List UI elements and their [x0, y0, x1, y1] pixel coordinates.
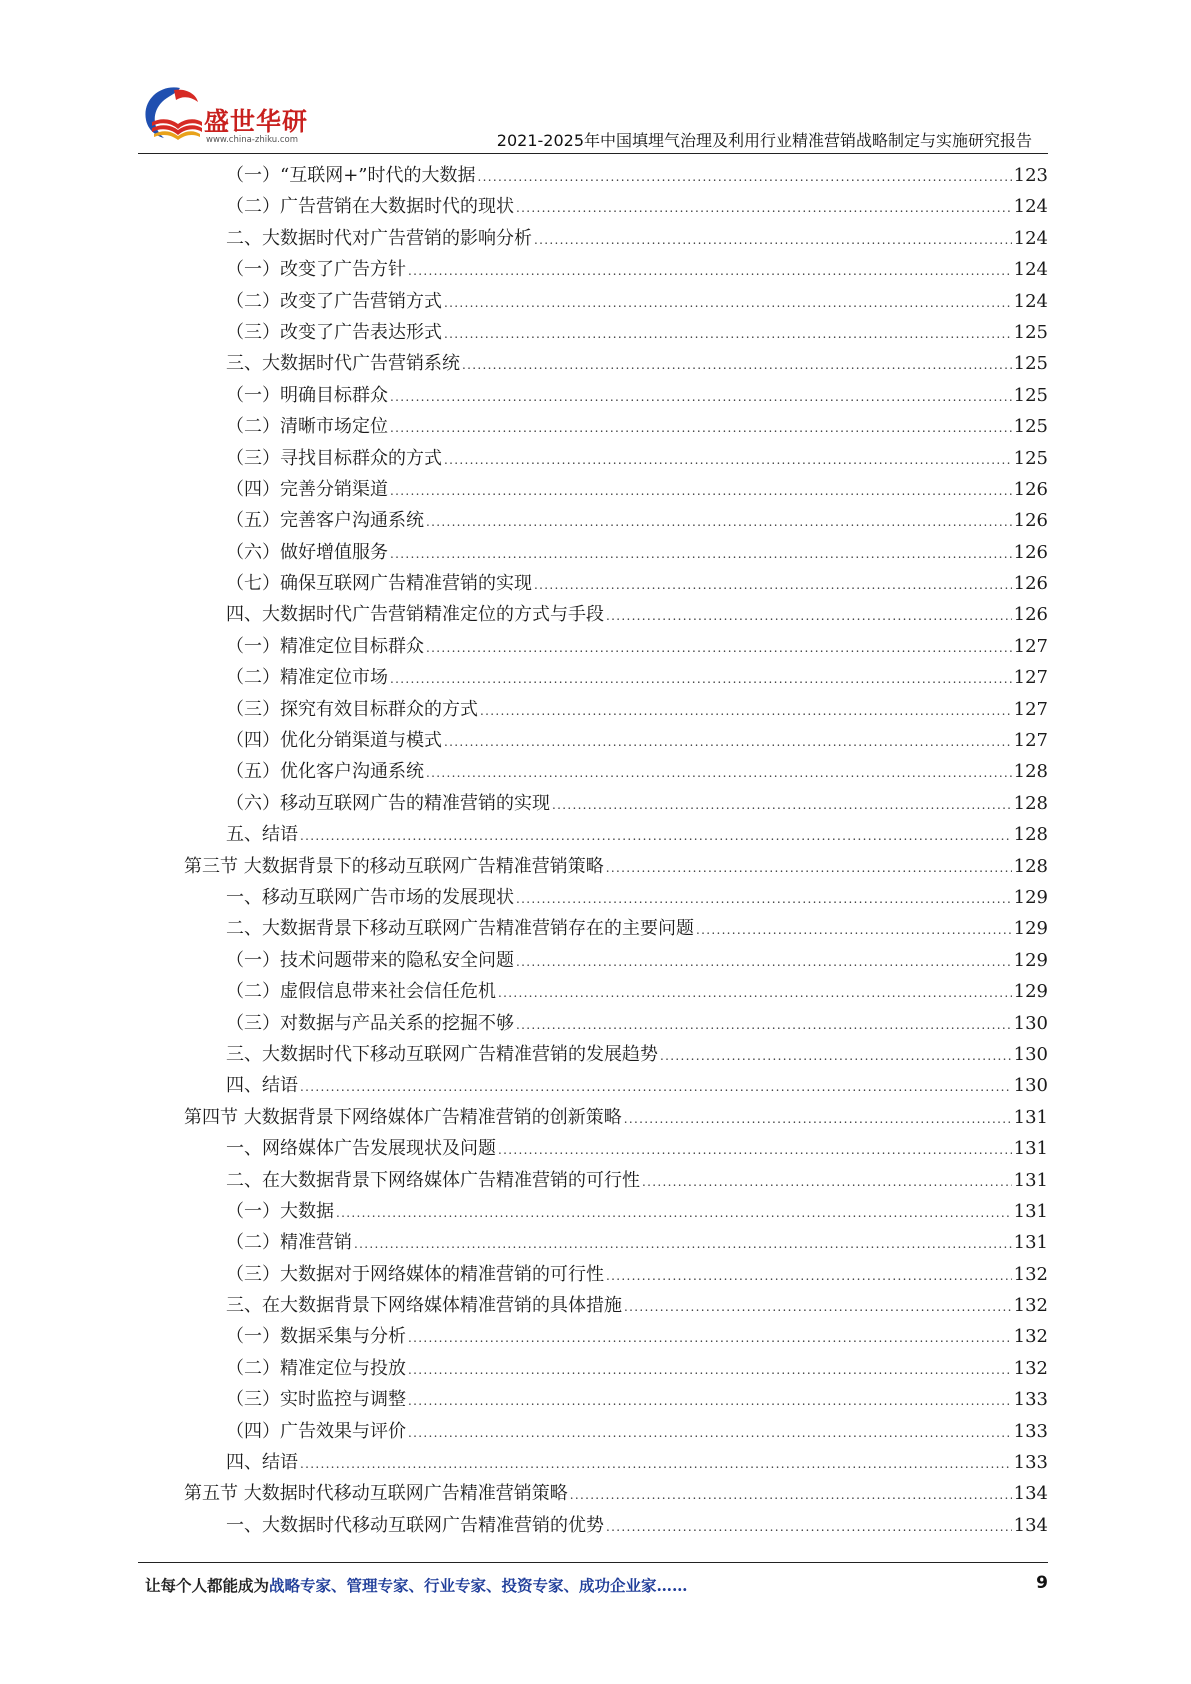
toc-entry-page: 123 [1013, 165, 1048, 186]
toc-entry-title: （一）数据采集与分析 [226, 1326, 406, 1348]
toc-entry[interactable] [184, 254, 1048, 285]
toc-entry-title: 三、大数据时代下移动互联网广告精准营销的发展趋势 [226, 1043, 658, 1065]
toc-entry-title: （四）完善分销渠道 [226, 478, 388, 500]
toc-dot-leader [570, 1480, 1012, 1511]
toc-dot-leader [408, 256, 1012, 287]
toc-entry-title: （二）精准定位市场 [226, 667, 388, 689]
toc-entry-page: 129 [1013, 981, 1048, 1003]
toc-dot-leader [408, 1418, 1012, 1449]
toc-entry-page: 131 [1013, 1232, 1048, 1254]
toc-entry-page: 127 [1013, 635, 1048, 657]
toc-entry-title: （二）精准定位与投放 [226, 1357, 406, 1379]
toc-entry[interactable] [184, 1478, 1048, 1509]
logo-name: 盛世华研 [204, 107, 309, 136]
toc-entry[interactable] [184, 1008, 1048, 1039]
toc-entry-page: 130 [1013, 1012, 1048, 1034]
toc-dot-leader [478, 162, 1012, 193]
toc-entry-title: （二）虚假信息带来社会信任危机 [226, 981, 496, 1003]
toc-dot-leader [516, 1010, 1012, 1041]
toc-dot-leader [390, 664, 1012, 695]
toc-entry-page: 124 [1013, 196, 1048, 218]
toc-entry[interactable] [184, 1196, 1048, 1227]
toc-entry[interactable] [184, 882, 1048, 913]
toc-entry-title: 第四节 大数据背景下网络媒体广告精准营销的创新策略 [184, 1106, 622, 1128]
toc-entry[interactable] [184, 976, 1048, 1007]
toc-entry-page: 133 [1013, 1452, 1048, 1474]
slogan-prefix: 让每个人都能成为 [145, 1576, 270, 1595]
toc-dot-leader [444, 727, 1012, 758]
toc-entry-title: 五、结语 [226, 824, 298, 846]
toc-dot-leader [462, 350, 1012, 381]
toc-dot-leader [606, 601, 1012, 632]
table-of-contents [184, 160, 1048, 1541]
toc-entry-title: 四、大数据时代广告营销精准定位的方式与手段 [226, 604, 604, 626]
toc-entry-title: （一）大数据 [226, 1200, 334, 1222]
toc-entry-page: 125 [1013, 447, 1048, 469]
toc-dot-leader [408, 1323, 1012, 1354]
toc-entry-title: （二）精准营销 [226, 1232, 352, 1254]
slogan-highlight: 战略专家、管理专家、行业专家、投资专家、成功企业家…… [269, 1576, 688, 1595]
toc-entry-title: 第五节 大数据时代移动互联网广告精准营销策略 [184, 1483, 568, 1505]
toc-entry[interactable] [184, 1353, 1048, 1384]
toc-dot-leader [516, 947, 1012, 978]
toc-dot-leader [300, 1449, 1012, 1480]
toc-entry[interactable] [184, 1290, 1048, 1321]
toc-entry-page: 129 [1013, 949, 1048, 971]
toc-entry[interactable] [184, 1321, 1048, 1352]
toc-entry-title: （一）明确目标群众 [226, 384, 388, 406]
toc-dot-leader [300, 1072, 1012, 1103]
toc-entry-page: 131 [1013, 1138, 1048, 1160]
toc-entry-page: 131 [1013, 1169, 1048, 1191]
toc-entry[interactable] [184, 1447, 1048, 1478]
toc-entry-title: 一、大数据时代移动互联网广告精准营销的优势 [226, 1514, 604, 1536]
toc-entry[interactable] [184, 1039, 1048, 1070]
toc-entry-page: 134 [1013, 1483, 1048, 1505]
toc-dot-leader [534, 570, 1012, 601]
toc-entry-page: 126 [1013, 478, 1048, 500]
toc-entry-title: （一）精准定位目标群众 [226, 635, 424, 657]
toc-dot-leader [390, 539, 1012, 570]
toc-entry[interactable] [184, 380, 1048, 411]
toc-dot-leader [516, 884, 1012, 915]
toc-entry-title: （五）优化客户沟通系统 [226, 761, 424, 783]
toc-entry-page: 133 [1013, 1389, 1048, 1411]
toc-entry[interactable] [184, 599, 1048, 630]
toc-entry[interactable] [184, 1384, 1048, 1415]
toc-entry[interactable] [184, 568, 1048, 599]
toc-entry[interactable] [184, 443, 1048, 474]
toc-entry-title: （三）探究有效目标群众的方式 [226, 698, 478, 720]
toc-entry-title: 四、结语 [226, 1075, 298, 1097]
toc-dot-leader [300, 821, 1012, 852]
logo-url: www.china-zhiku.com [206, 135, 298, 145]
toc-dot-leader [516, 193, 1012, 224]
toc-entry[interactable] [184, 1510, 1048, 1541]
logo-emblem-icon [138, 82, 208, 144]
toc-entry-title: （二）改变了广告营销方式 [226, 290, 442, 312]
toc-dot-leader [624, 1104, 1012, 1135]
toc-entry-title: 三、大数据时代广告营销系统 [226, 353, 460, 375]
toc-entry-page: 133 [1013, 1420, 1048, 1442]
toc-entry-page: 124 [1013, 227, 1048, 249]
toc-dot-leader [606, 853, 1012, 884]
toc-entry[interactable] [184, 1227, 1048, 1258]
toc-entry[interactable] [184, 411, 1048, 442]
report-title: 2021-2025年中国填埋气治理及利用行业精准营销战略制定与实施研究报告 [496, 131, 1032, 150]
toc-entry-title: （六）做好增值服务 [226, 541, 388, 563]
toc-entry-title: 第三节 大数据背景下的移动互联网广告精准营销策略 [184, 855, 604, 877]
toc-entry-title: （七）确保互联网广告精准营销的实现 [226, 573, 532, 595]
toc-entry-page: 132 [1013, 1263, 1048, 1285]
toc-entry-page: 132 [1013, 1326, 1048, 1348]
toc-entry-page: 128 [1013, 792, 1048, 814]
toc-dot-leader [354, 1229, 1012, 1260]
toc-entry[interactable] [184, 160, 1048, 191]
toc-dot-leader [336, 1198, 1012, 1229]
toc-entry-title: （三）寻找目标群众的方式 [226, 447, 442, 469]
toc-dot-leader [444, 288, 1012, 319]
toc-entry[interactable] [184, 1259, 1048, 1290]
toc-entry-page: 124 [1013, 290, 1048, 312]
toc-entry[interactable] [184, 1416, 1048, 1447]
page-header [0, 0, 1191, 150]
toc-entry-title: （二）清晰市场定位 [226, 416, 388, 438]
toc-entry[interactable] [184, 851, 1048, 882]
toc-entry-page: 126 [1013, 541, 1048, 563]
page-footer [145, 1574, 1048, 1604]
toc-entry[interactable] [184, 348, 1048, 379]
toc-entry-page: 125 [1013, 416, 1048, 438]
toc-entry-page: 125 [1013, 353, 1048, 375]
toc-dot-leader [606, 1261, 1012, 1292]
toc-entry-title: （一）技术问题带来的隐私安全问题 [226, 949, 514, 971]
toc-entry-page: 132 [1013, 1357, 1048, 1379]
company-logo [138, 82, 318, 150]
toc-entry-page: 127 [1013, 698, 1048, 720]
toc-dot-leader [498, 978, 1012, 1009]
toc-dot-leader [480, 696, 1012, 727]
toc-entry[interactable] [184, 1070, 1048, 1101]
toc-entry-page: 125 [1013, 321, 1048, 343]
header-divider [138, 153, 1048, 154]
toc-entry[interactable] [184, 537, 1048, 568]
toc-dot-leader [426, 758, 1012, 789]
toc-entry-page: 129 [1013, 918, 1048, 940]
toc-entry[interactable] [184, 1165, 1048, 1196]
toc-entry[interactable] [184, 694, 1048, 725]
toc-entry[interactable] [184, 819, 1048, 850]
toc-dot-leader [552, 790, 1012, 821]
toc-entry[interactable] [184, 1102, 1048, 1133]
toc-dot-leader [390, 476, 1012, 507]
toc-entry-page: 126 [1013, 573, 1048, 595]
toc-entry-page: 128 [1013, 761, 1048, 783]
toc-dot-leader [696, 915, 1012, 946]
toc-entry-page: 124 [1013, 259, 1048, 281]
toc-entry-title: 三、在大数据背景下网络媒体精准营销的具体措施 [226, 1295, 622, 1317]
toc-dot-leader [390, 382, 1012, 413]
toc-entry[interactable] [184, 756, 1048, 787]
toc-dot-leader [624, 1292, 1012, 1323]
toc-dot-leader [408, 1355, 1012, 1386]
toc-entry-page: 126 [1013, 510, 1048, 532]
toc-entry-title: 二、大数据背景下移动互联网广告精准营销存在的主要问题 [226, 918, 694, 940]
toc-entry-page: 129 [1013, 886, 1048, 908]
toc-dot-leader [408, 1386, 1012, 1417]
toc-entry-title: （五）完善客户沟通系统 [226, 510, 424, 532]
toc-entry[interactable] [184, 945, 1048, 976]
toc-entry-title: （四）优化分销渠道与模式 [226, 730, 442, 752]
toc-entry-page: 127 [1013, 667, 1048, 689]
toc-dot-leader [426, 507, 1012, 538]
toc-entry[interactable] [184, 788, 1048, 819]
toc-entry-page: 127 [1013, 730, 1048, 752]
toc-entry-title: 四、结语 [226, 1452, 298, 1474]
footer-slogan [145, 1574, 688, 1596]
toc-entry[interactable] [184, 317, 1048, 348]
toc-entry[interactable] [184, 662, 1048, 693]
toc-entry-page: 128 [1013, 824, 1048, 846]
toc-dot-leader [534, 225, 1012, 256]
toc-dot-leader [606, 1512, 1012, 1543]
toc-dot-leader [444, 319, 1012, 350]
toc-entry[interactable] [184, 223, 1048, 254]
toc-entry-title: 一、移动互联网广告市场的发展现状 [226, 886, 514, 908]
toc-entry-title: （二）广告营销在大数据时代的现状 [226, 196, 514, 218]
toc-entry[interactable] [184, 725, 1048, 756]
footer-divider [138, 1562, 1048, 1563]
toc-dot-leader [444, 445, 1012, 476]
toc-entry-title: （三）改变了广告表达形式 [226, 321, 442, 343]
toc-entry-page: 130 [1013, 1043, 1048, 1065]
toc-entry[interactable] [184, 1133, 1048, 1164]
toc-entry-page: 125 [1013, 384, 1048, 406]
toc-entry-title: （三）大数据对于网络媒体的精准营销的可行性 [226, 1263, 604, 1285]
toc-dot-leader [390, 413, 1012, 444]
toc-dot-leader [660, 1041, 1012, 1072]
toc-entry-page: 126 [1013, 604, 1048, 626]
toc-entry-title: （六）移动互联网广告的精准营销的实现 [226, 792, 550, 814]
page-number: 9 [1036, 1573, 1048, 1593]
toc-entry-page: 128 [1013, 855, 1048, 877]
toc-entry[interactable] [184, 505, 1048, 536]
toc-entry-title: （一）“互联网+”时代的大数据 [226, 165, 476, 186]
toc-dot-leader [426, 633, 1012, 664]
toc-entry-title: 二、大数据时代对广告营销的影响分析 [226, 227, 532, 249]
toc-entry-title: （三）对数据与产品关系的挖掘不够 [226, 1012, 514, 1034]
toc-entry-title: （三）实时监控与调整 [226, 1389, 406, 1411]
toc-entry-page: 131 [1013, 1200, 1048, 1222]
toc-entry[interactable] [184, 286, 1048, 317]
toc-entry-title: （四）广告效果与评价 [226, 1420, 406, 1442]
toc-entry-page: 134 [1013, 1514, 1048, 1536]
toc-entry[interactable] [184, 913, 1048, 944]
toc-dot-leader [642, 1167, 1012, 1198]
toc-entry-page: 130 [1013, 1075, 1048, 1097]
toc-dot-leader [498, 1135, 1012, 1166]
toc-entry-title: 一、网络媒体广告发展现状及问题 [226, 1138, 496, 1160]
toc-entry[interactable] [184, 191, 1048, 222]
toc-entry-page: 131 [1013, 1106, 1048, 1128]
toc-entry-title: （一）改变了广告方针 [226, 259, 406, 281]
toc-entry-page: 132 [1013, 1295, 1048, 1317]
toc-entry[interactable] [184, 474, 1048, 505]
toc-entry-title: 二、在大数据背景下网络媒体广告精准营销的可行性 [226, 1169, 640, 1191]
toc-entry[interactable] [184, 631, 1048, 662]
